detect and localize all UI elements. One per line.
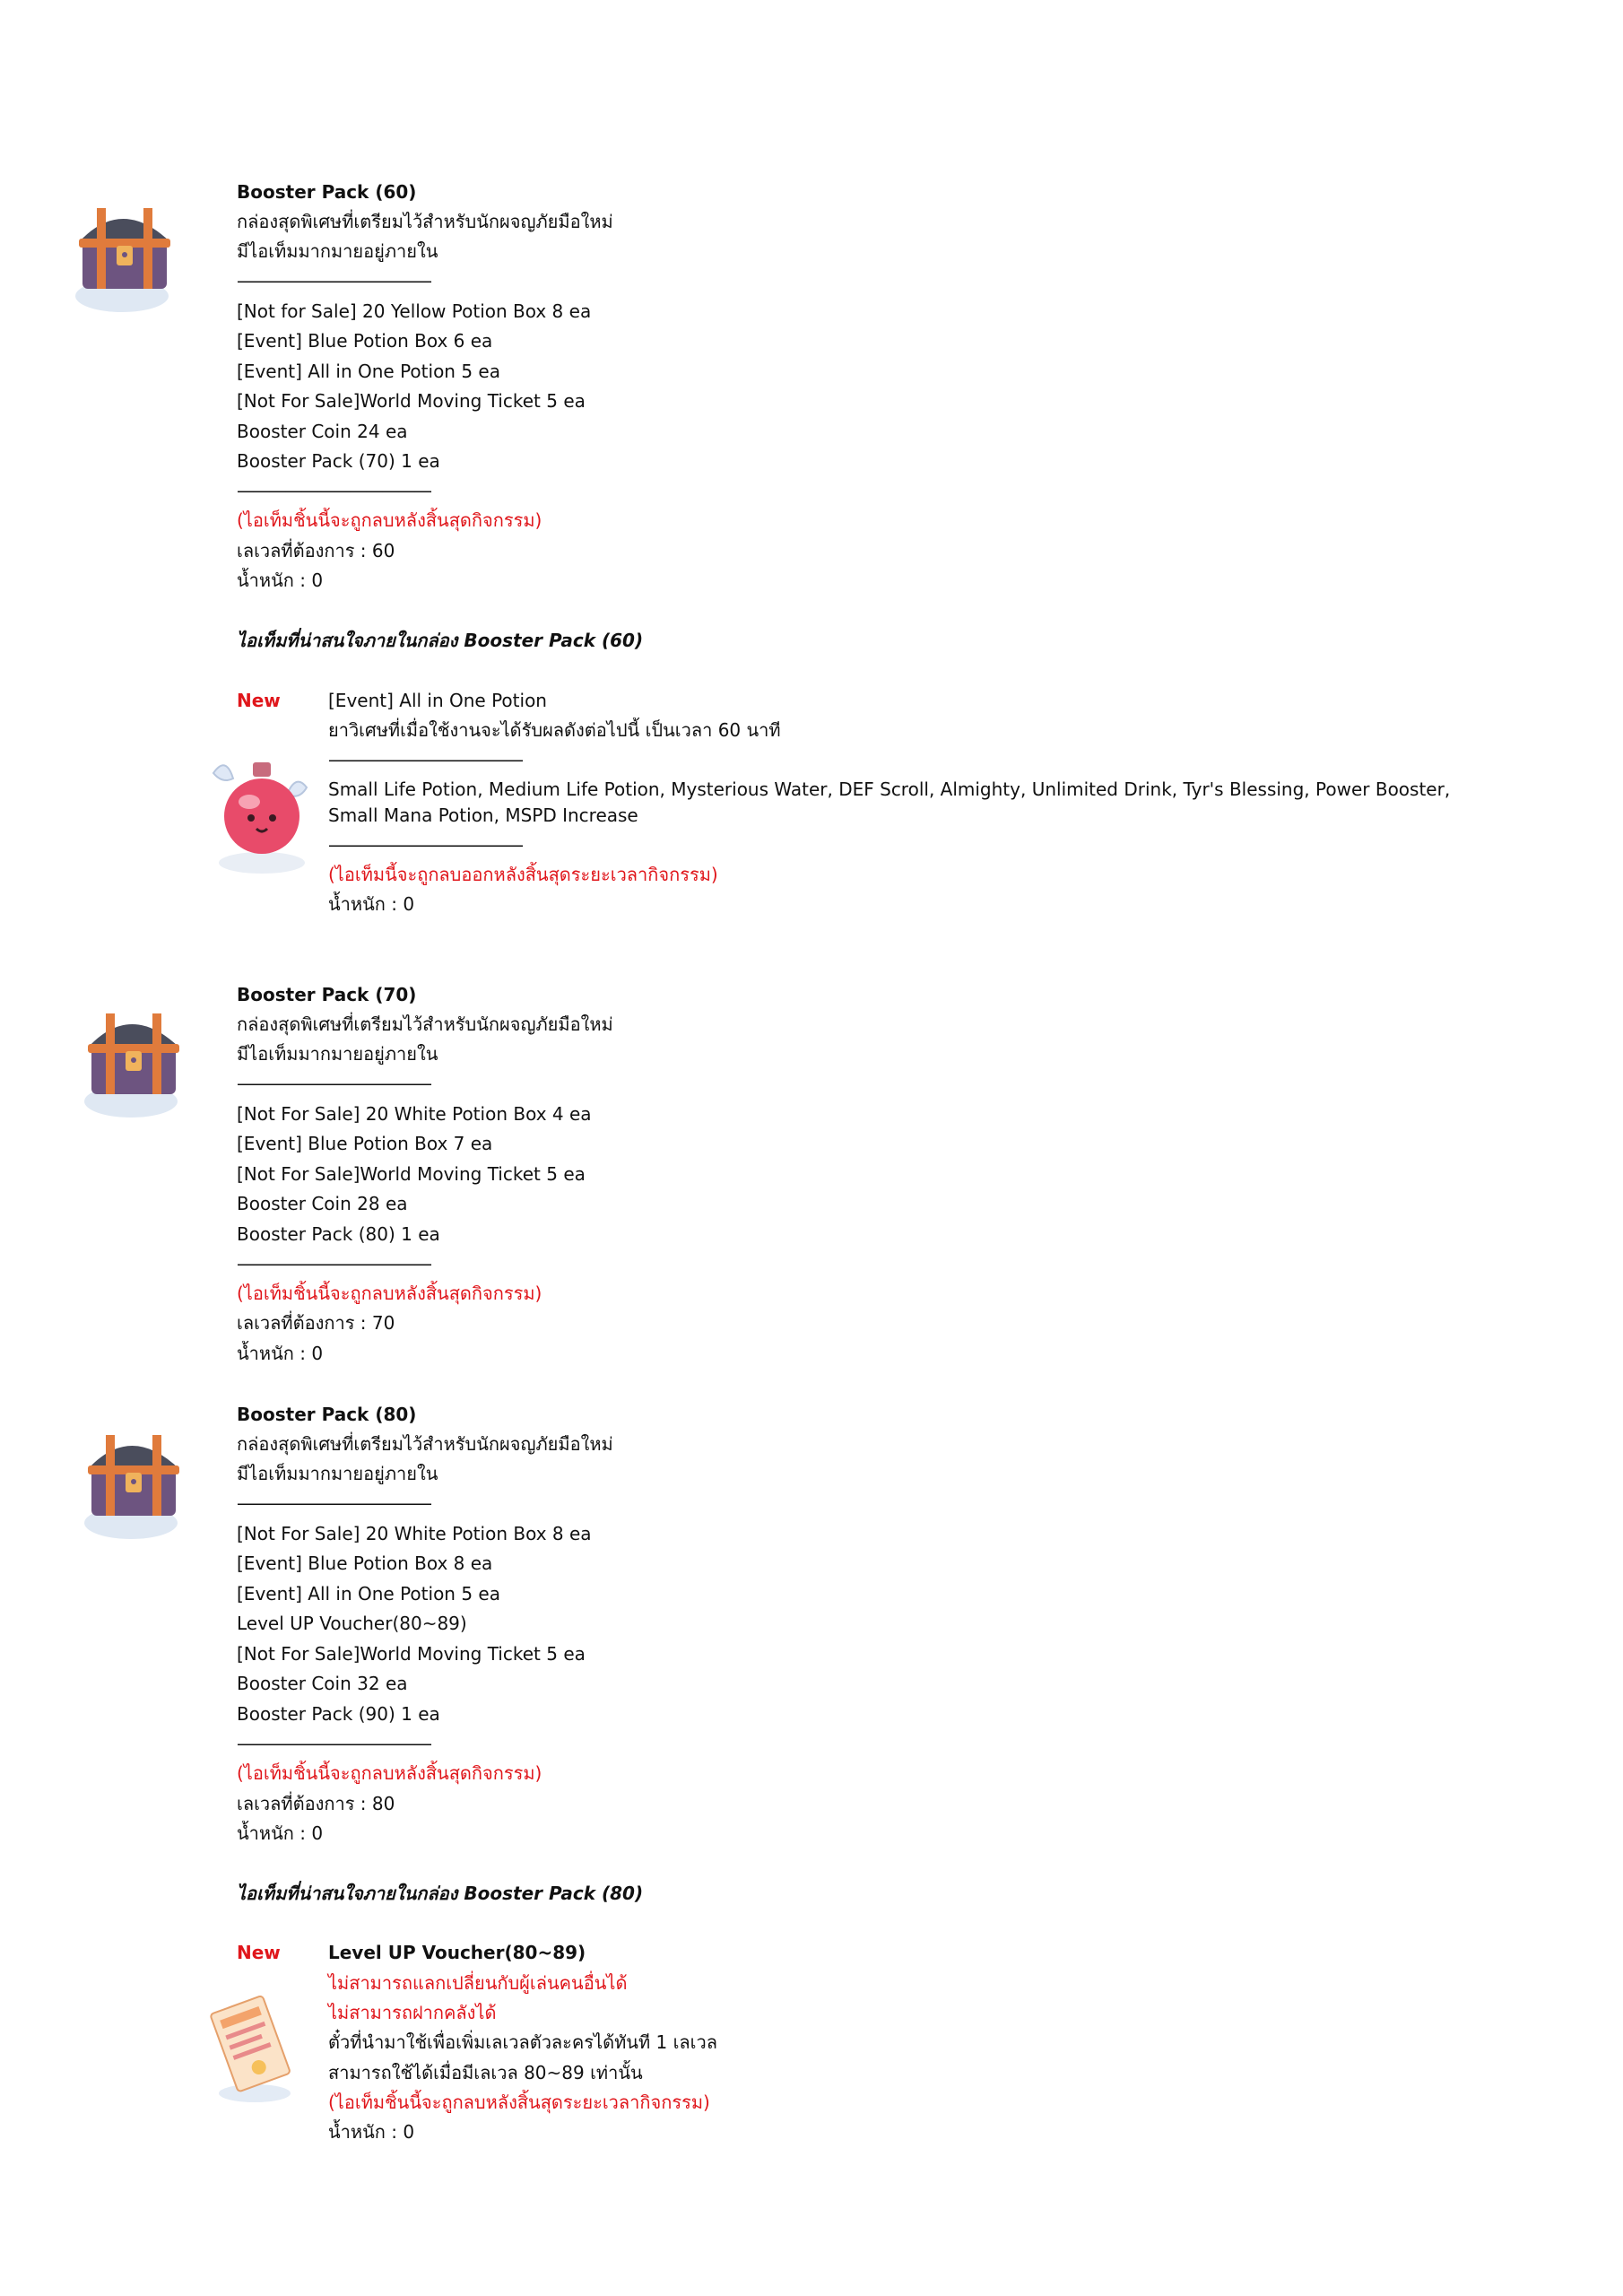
pack80-item: [Event] All in One Potion 5 ea bbox=[237, 1583, 500, 1605]
featured-voucher-warning-trade: ไม่สามารถแลกเปลี่ยนกับผู้เล่นคนอื่นได้ bbox=[328, 1972, 628, 1994]
pack80-title: Booster Pack (80) bbox=[237, 1404, 417, 1425]
treasure-chest-icon bbox=[79, 1004, 190, 1121]
pack80-separator-top: ———————————— bbox=[237, 1492, 430, 1514]
featured-voucher-desc-1: ตั๋วที่นำมาใช้เพื่อเพิ่มเลเวลตัวละครได้ทันที 1 เลเวล bbox=[328, 2031, 717, 2053]
pack60-item: Booster Pack (70) 1 ea bbox=[237, 450, 440, 472]
featured-separator-top: ———————————— bbox=[328, 749, 522, 770]
pack70-item: Booster Coin 28 ea bbox=[237, 1193, 408, 1214]
pack60-item: [Not For Sale]World Moving Ticket 5 ea bbox=[237, 390, 586, 412]
treasure-chest-icon bbox=[79, 1426, 190, 1543]
pack70-separator-top: ———————————— bbox=[237, 1073, 430, 1094]
pack80-item: Booster Coin 32 ea bbox=[237, 1673, 408, 1694]
pack70-separator-bottom: ———————————— bbox=[237, 1253, 430, 1274]
pack80-featured-heading: ไอเท็มที่น่าสนใจภายในกล่อง Booster Pack (80) bbox=[237, 1883, 644, 1904]
pack70-item: [Not For Sale] 20 White Potion Box 4 ea bbox=[237, 1103, 592, 1125]
featured-voucher-weight: น้ำหนัก : 0 bbox=[328, 2121, 415, 2143]
featured-item-name: [Event] All in One Potion bbox=[328, 690, 547, 711]
pack60-item: [Event] All in One Potion 5 ea bbox=[237, 361, 500, 382]
pack70-event-note: (ไอเท็มชิ้นนี้จะถูกลบหลังสิ้นสุดกิจกรรม) bbox=[237, 1283, 542, 1304]
pack80-item: [Not For Sale]World Moving Ticket 5 ea bbox=[237, 1643, 586, 1665]
pack60-separator-top: ———————————— bbox=[237, 270, 430, 291]
pack60-item: Booster Coin 24 ea bbox=[237, 421, 408, 442]
featured-voucher-note: (ไอเท็มชิ้นนี้จะถูกลบหลังสิ้นสุดระยะเวลากิจกรรม) bbox=[328, 2092, 710, 2113]
pack60-weight: น้ำหนัก : 0 bbox=[237, 570, 324, 591]
pack80-level: เลเวลที่ต้องการ : 80 bbox=[237, 1793, 395, 1814]
pack70-item: Booster Pack (80) 1 ea bbox=[237, 1223, 440, 1245]
new-badge: New bbox=[237, 690, 281, 711]
pack60-event-note: (ไอเท็มชิ้นนี้จะถูกลบหลังสิ้นสุดกิจกรรม) bbox=[237, 509, 542, 531]
pack70-intro-2: มีไอเท็มมากมายอยู่ภายใน bbox=[237, 1043, 438, 1065]
pack80-intro-1: กล่องสุดพิเศษที่เตรียมไว้สำหรับนักผจญภัยมือใหม่ bbox=[237, 1433, 613, 1455]
potion-icon bbox=[206, 752, 314, 877]
pack60-intro-1: กล่องสุดพิเศษที่เตรียมไว้สำหรับนักผจญภัยมือใหม่ bbox=[237, 211, 613, 232]
pack60-intro-2: มีไอเท็มมากมายอยู่ภายใน bbox=[237, 240, 438, 262]
pack80-separator-bottom: ———————————— bbox=[237, 1733, 430, 1754]
featured-effects-1: Small Life Potion, Medium Life Potion, Mysterious Water, DEF Scroll, Almighty, Unlimited Drink, Tyr's Blessing, Power Booster, bbox=[328, 778, 1451, 800]
pack70-title: Booster Pack (70) bbox=[237, 984, 417, 1005]
pack60-title: Booster Pack (60) bbox=[237, 181, 417, 203]
new-badge: New bbox=[237, 1942, 281, 1963]
pack80-item: [Not For Sale] 20 White Potion Box 8 ea bbox=[237, 1523, 592, 1544]
pack60-item: [Not for Sale] 20 Yellow Potion Box 8 ea bbox=[237, 300, 592, 322]
pack60-featured-heading: ไอเท็มที่น่าสนใจภายในกล่อง Booster Pack (60) bbox=[237, 630, 644, 651]
featured-note: (ไอเท็มนี้จะถูกลบออกหลังสิ้นสุดระยะเวลากิจกรรม) bbox=[328, 864, 718, 885]
pack70-intro-1: กล่องสุดพิเศษที่เตรียมไว้สำหรับนักผจญภัยมือใหม่ bbox=[237, 1013, 613, 1035]
featured-voucher-warning-storage: ไม่สามารถฝากคลังได้ bbox=[328, 2002, 497, 2023]
pack80-item: Booster Pack (90) 1 ea bbox=[237, 1703, 440, 1725]
pack70-item: [Event] Blue Potion Box 7 ea bbox=[237, 1133, 493, 1154]
pack80-item: Level UP Voucher(80~89) bbox=[237, 1613, 467, 1634]
pack70-level: เลเวลที่ต้องการ : 70 bbox=[237, 1312, 395, 1334]
featured-effects-2: Small Mana Potion, MSPD Increase bbox=[328, 804, 638, 826]
pack70-weight: น้ำหนัก : 0 bbox=[237, 1343, 324, 1364]
pack70-item: [Not For Sale]World Moving Ticket 5 ea bbox=[237, 1163, 586, 1185]
pack80-event-note: (ไอเท็มชิ้นนี้จะถูกลบหลังสิ้นสุดกิจกรรม) bbox=[237, 1762, 542, 1784]
pack80-intro-2: มีไอเท็มมากมายอยู่ภายใน bbox=[237, 1463, 438, 1484]
featured-voucher-desc-2: สามารถใช้ได้เมื่อมีเลเวล 80~89 เท่านั้น bbox=[328, 2062, 643, 2083]
treasure-chest-icon bbox=[70, 199, 181, 316]
voucher-icon bbox=[203, 1989, 301, 2106]
pack80-item: [Event] Blue Potion Box 8 ea bbox=[237, 1552, 493, 1574]
featured-separator-bottom: ———————————— bbox=[328, 834, 522, 856]
featured-voucher-name: Level UP Voucher(80~89) bbox=[328, 1942, 586, 1963]
featured-weight: น้ำหนัก : 0 bbox=[328, 893, 415, 915]
pack60-level: เลเวลที่ต้องการ : 60 bbox=[237, 540, 395, 561]
pack60-item: [Event] Blue Potion Box 6 ea bbox=[237, 330, 493, 352]
pack80-weight: น้ำหนัก : 0 bbox=[237, 1822, 324, 1844]
featured-item-desc: ยาวิเศษที่เมื่อใช้งานจะได้รับผลดังต่อไปนี้ เป็นเวลา 60 นาที bbox=[328, 719, 781, 741]
pack60-separator-bottom: ———————————— bbox=[237, 480, 430, 501]
